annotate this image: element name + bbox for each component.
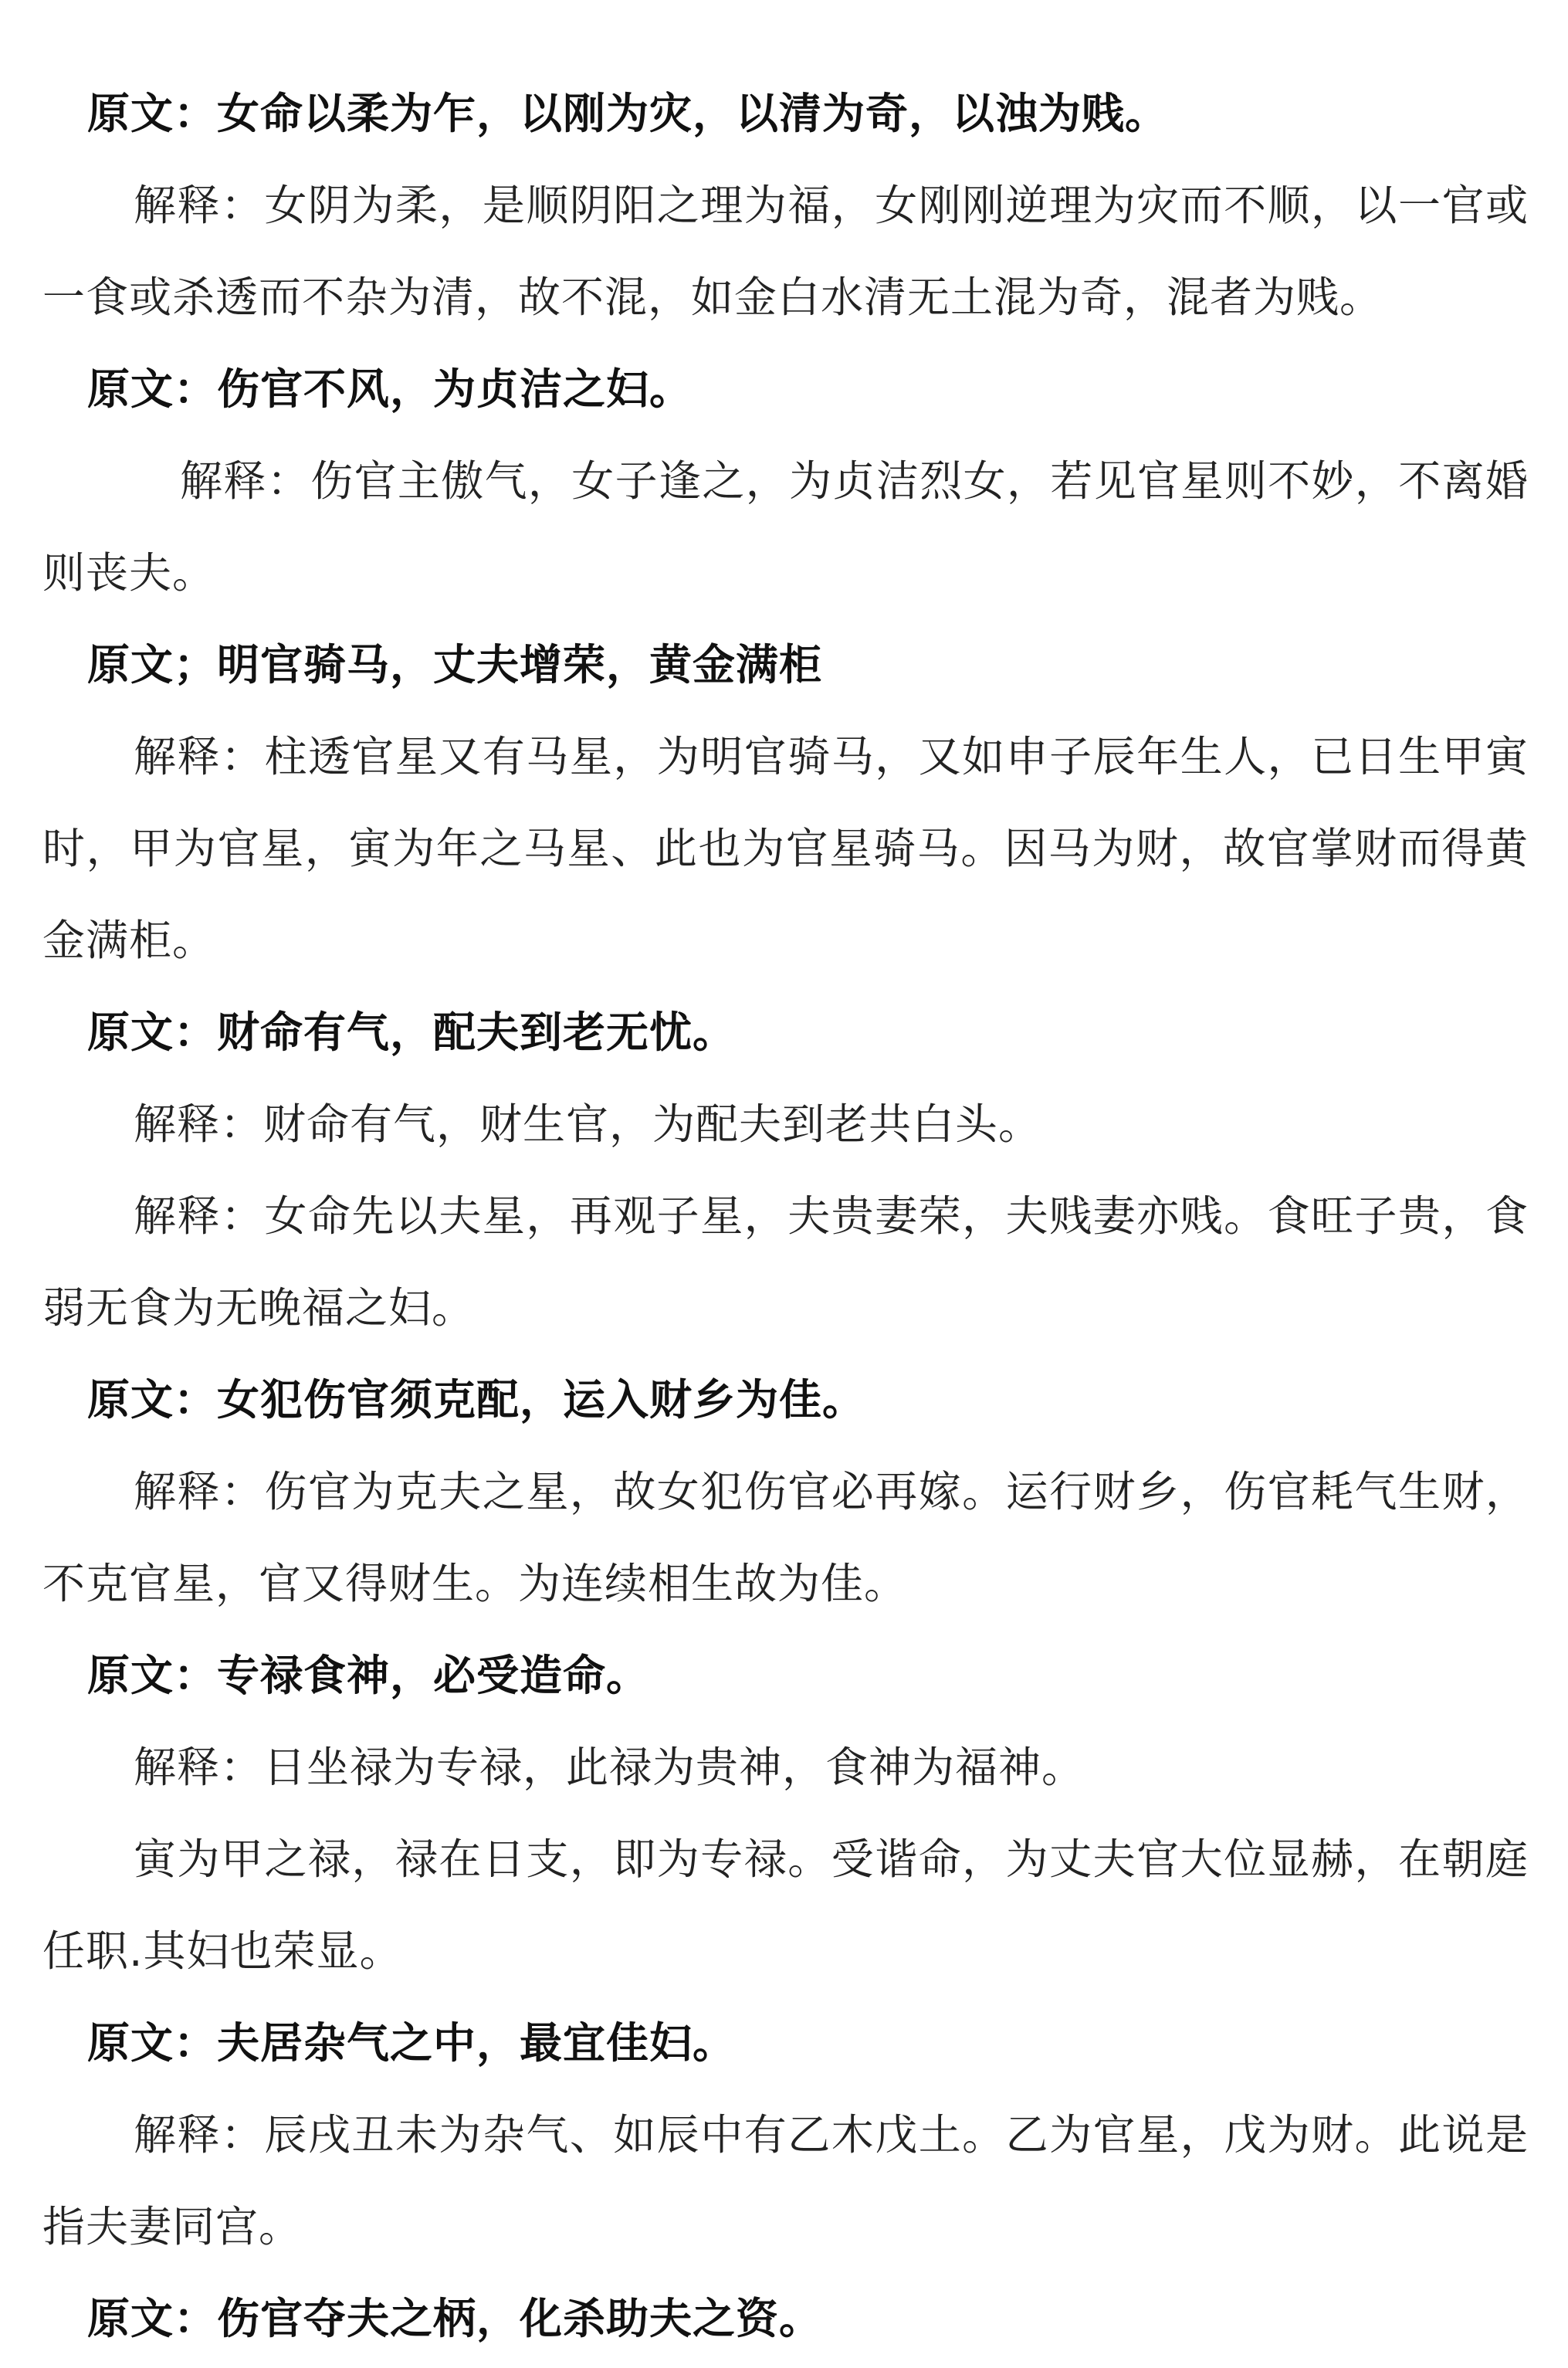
original-text-line: 原文：伤官夺夫之柄，化杀助夫之资。 xyxy=(87,2294,823,2343)
explanation-paragraph: 解释：伤官主傲气，女子逢之，为贞洁烈女，若见官星则不妙，不离婚则丧夫。 xyxy=(42,456,1529,598)
explanation-continuation: 寅为甲之禄，禄在日支，即为专禄。受谐命，为丈夫官大位显赫，在朝庭任职.其妇也荣显。 xyxy=(42,1834,1529,1976)
explanation-paragraph: 解释：女阴为柔，是顺阴阳之理为福，女刚刚逆理为灾而不顺，以一官或一食或杀透而不杂为清，故不混，如金白水清无土混为奇，混者为贱。 xyxy=(42,181,1529,322)
original-text-line: 原文：伤官不风，为贞洁之妇。 xyxy=(87,364,693,414)
original-text-line: 原文：财命有气，配夫到老无忧。 xyxy=(87,1008,737,1057)
original-text-line: 原文：夫居杂气之中，最宜佳妇。 xyxy=(87,2018,737,2068)
explanation-paragraph: 解释：柱透官星又有马星，为明官骑马，又如申子辰年生人，已日生甲寅时，甲为官星，寅为年之马星、此也为官星骑马。因马为财，故官掌财而得黄金满柜。 xyxy=(42,732,1529,965)
original-text-line: 原文：女命以柔为乍，以刚为灾，以清为奇，以浊为贱。 xyxy=(87,89,1169,138)
document-body xyxy=(42,68,1529,2365)
original-text-line: 原文：女犯伤官须克配，运入财乡为佳。 xyxy=(87,1375,866,1425)
explanation-paragraph: 解释：日坐禄为专禄，此禄为贵神，食神为福神。 xyxy=(134,1743,1085,1792)
explanation-paragraph: 解释：女命先以夫星，再观子星，夫贵妻荣，夫贱妻亦贱。食旺子贵，食弱无食为无晚福之妇。 xyxy=(42,1191,1529,1333)
explanation-paragraph: 解释：辰戌丑未为杂气、如辰中有乙木戊土。乙为官星，戊为财。此说是指夫妻同宫。 xyxy=(42,2110,1529,2251)
original-text-line: 原文；明官骑马，丈夫增荣，黄金满柜 xyxy=(87,640,823,689)
explanation-paragraph: 解释：伤官为克夫之星，故女犯伤官必再嫁。运行财乡，伤官耗气生财，不克官星，官又得财生。为连续相生故为佳。 xyxy=(42,1467,1529,1608)
original-text-line: 原文：专禄食神，必受造命。 xyxy=(87,1651,650,1700)
explanation-paragraph: 解释：财命有气，财生官，为配夫到老共白头。 xyxy=(134,1099,1042,1149)
